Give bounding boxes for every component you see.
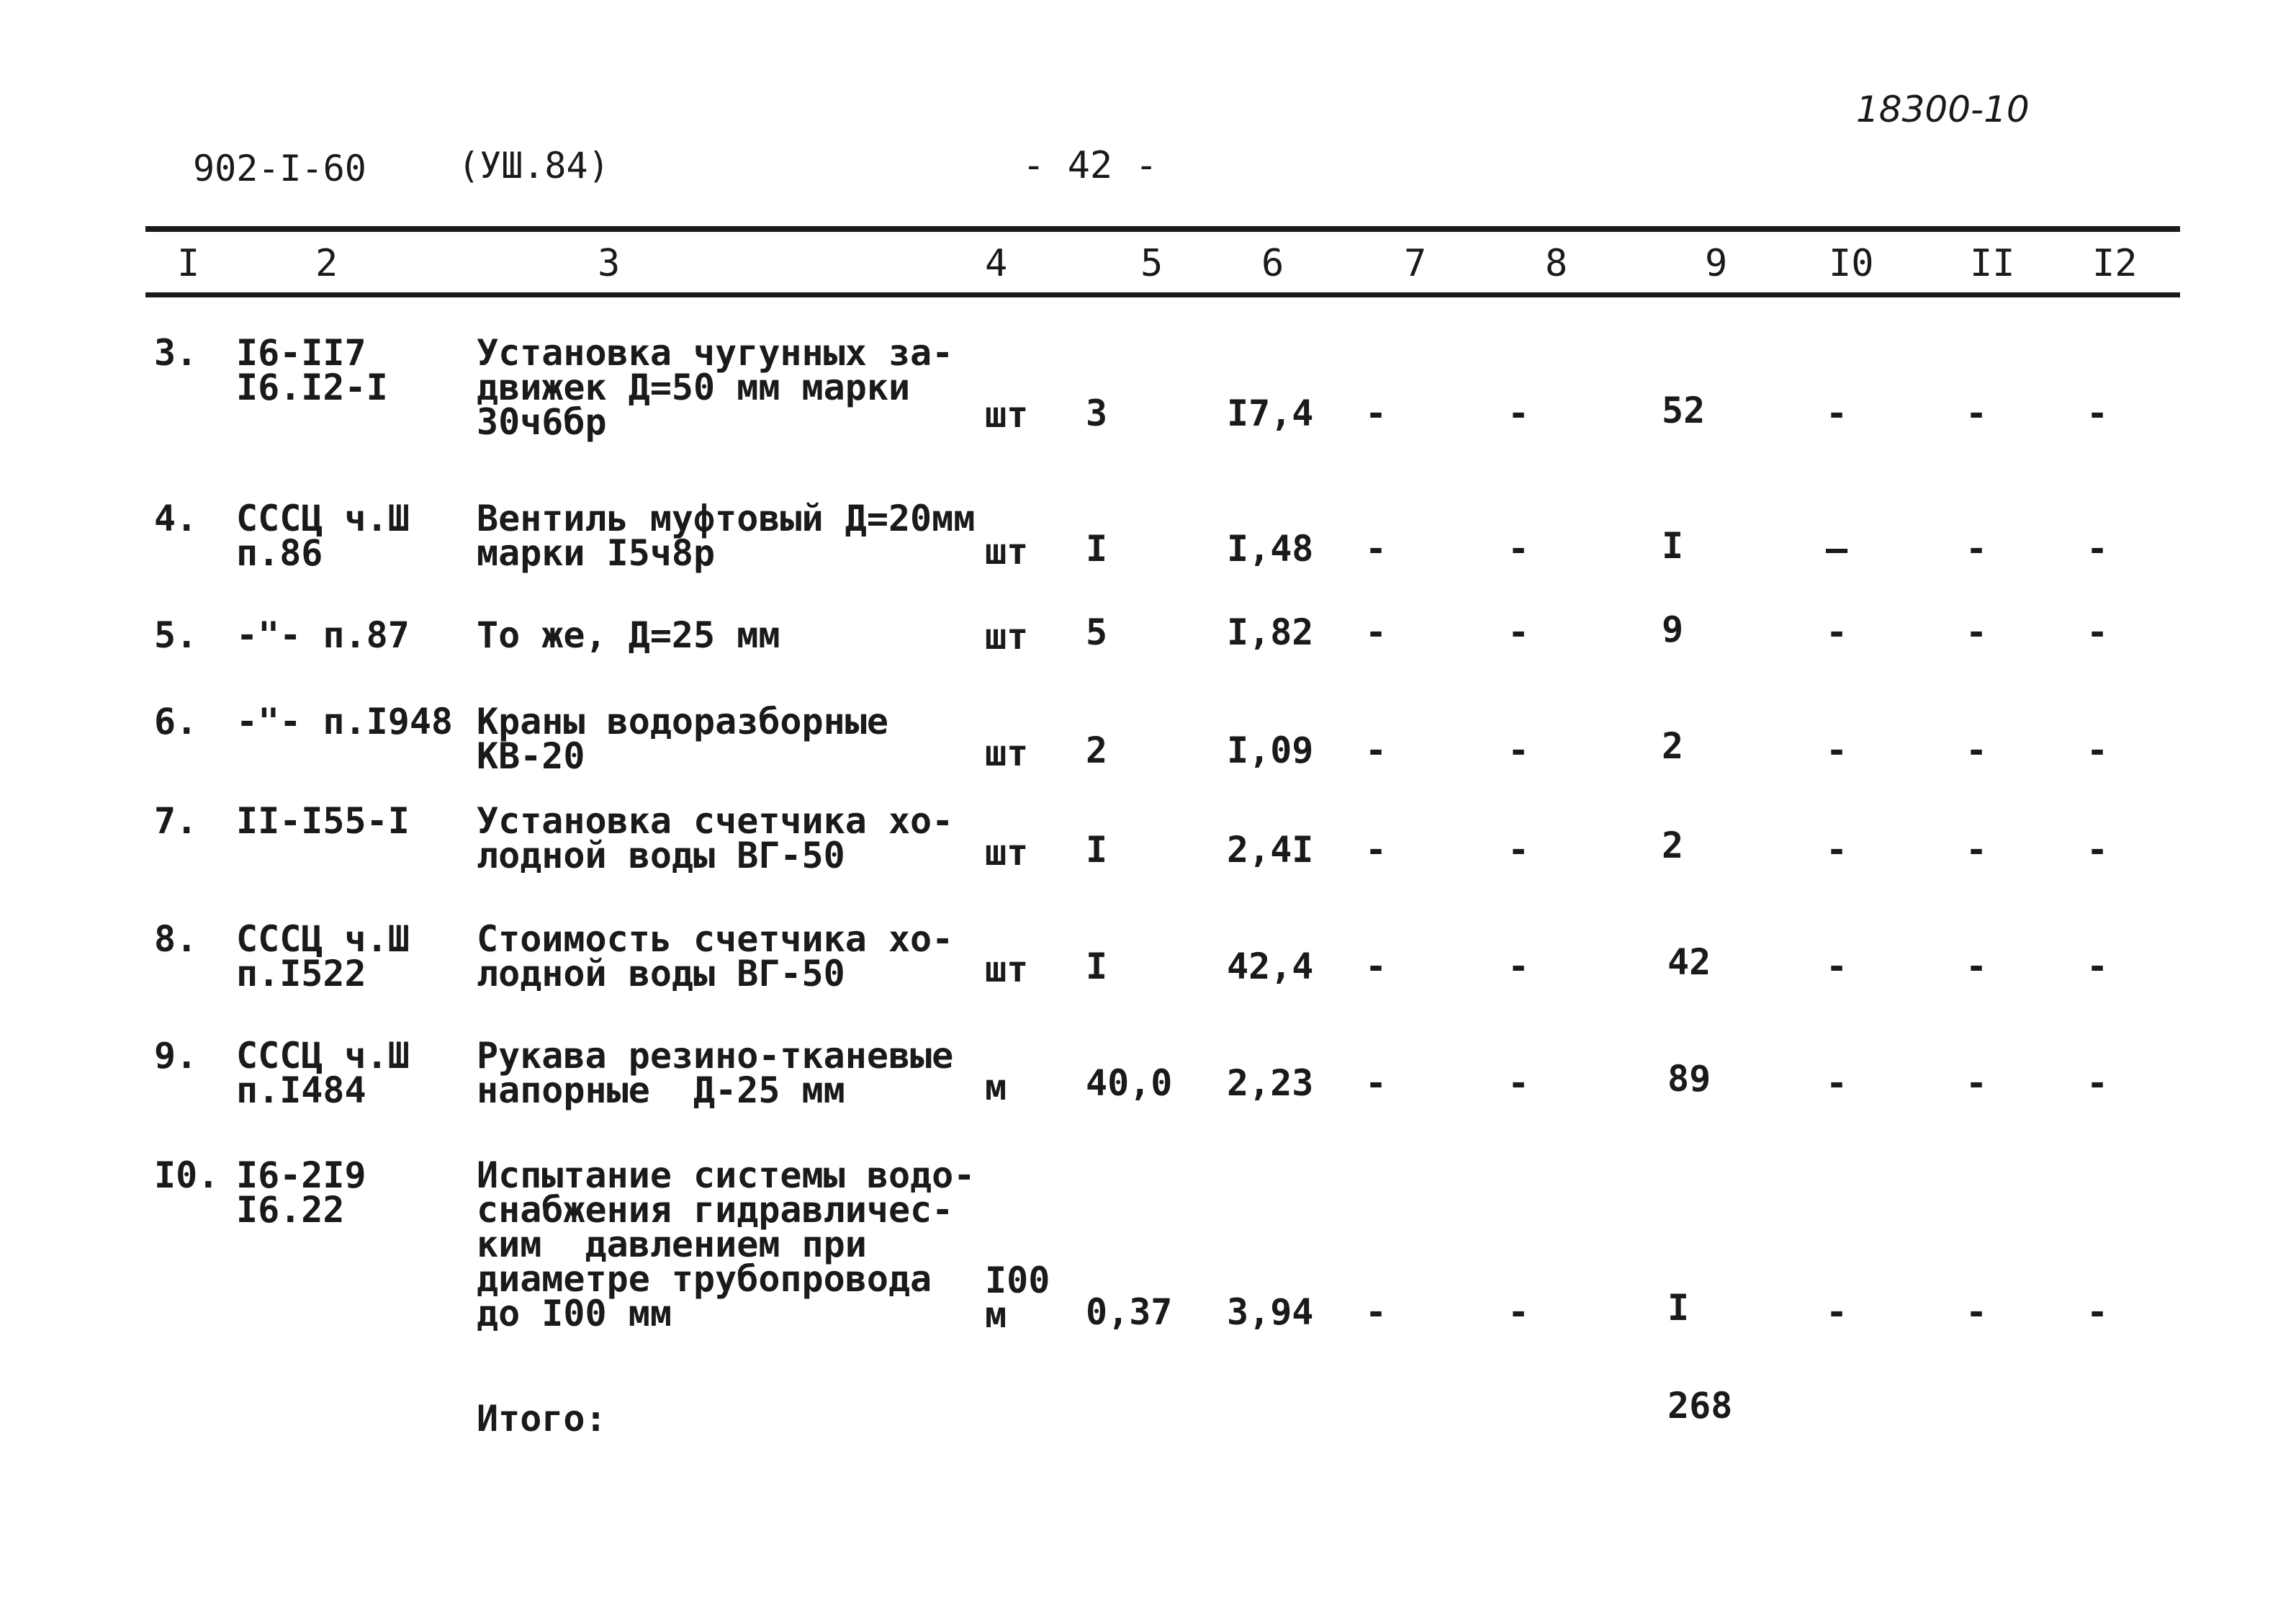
document-code: 902-I-60 [193,148,366,189]
row-col11: - [1966,611,1988,653]
row-col12: - [2086,611,2109,653]
row-total: 89 [1667,1058,1711,1100]
table-header-rule [145,292,2180,297]
row-price: 2,4I [1227,829,1314,871]
row-code: СССЦ ч.Ш п.I484 [236,1035,410,1111]
row-code: I6-II7 I6.I2-I [236,332,388,408]
row-col8: - [1508,611,1530,653]
row-col7: - [1365,946,1387,987]
row-code: СССЦ ч.Ш п.86 [236,498,410,574]
row-total: 9 [1662,609,1684,650]
row-unit: м [985,1067,1007,1108]
column-header: II [1970,242,2015,285]
row-col12: - [2086,528,2109,570]
row-total: I [1667,1287,1690,1329]
row-quantity: 40,0 [1086,1062,1173,1104]
row-col10: - [1826,392,1848,434]
row-col7: - [1365,730,1387,771]
row-col10: - [1826,829,1848,871]
row-number: 4. [154,498,198,539]
row-col7: - [1365,392,1387,434]
row-total: 2 [1662,725,1684,767]
row-col10: - [1826,1062,1848,1104]
row-col11: - [1966,392,1988,434]
row-col11: - [1966,730,1988,771]
column-header: 2 [315,242,338,285]
row-col8: - [1508,946,1530,987]
column-header: 4 [985,242,1008,285]
row-col7: - [1365,829,1387,871]
row-total: 52 [1662,390,1706,431]
row-quantity: I [1086,528,1108,570]
row-col7: - [1365,1062,1387,1104]
column-header: 7 [1404,242,1427,285]
row-col8: - [1508,829,1530,871]
row-quantity: I [1086,829,1108,871]
row-col12: - [2086,1062,2109,1104]
row-price: 2,23 [1227,1062,1314,1104]
row-price: 3,94 [1227,1291,1314,1333]
row-col8: - [1508,1291,1530,1333]
column-header: I [177,242,200,285]
row-unit: шт [985,948,1029,990]
column-header: 8 [1545,242,1568,285]
row-col10: - [1826,1291,1848,1333]
row-col8: - [1508,1062,1530,1104]
row-col7: - [1365,528,1387,570]
row-price: 42,4 [1227,946,1314,987]
summary-total: 268 [1667,1385,1733,1427]
page-number: - 42 - [1022,144,1158,187]
row-quantity: 2 [1086,730,1108,771]
row-col10: — [1826,528,1848,570]
row-name: Установка счетчика хо- лодной воды ВГ-50 [477,800,954,876]
table-top-rule [145,226,2180,232]
archive-number: 18300-10 [1856,89,2030,130]
column-header: 6 [1261,242,1284,285]
row-col12: - [2086,392,2109,434]
row-price: I,82 [1227,611,1314,653]
row-unit: шт [985,394,1029,436]
row-col12: - [2086,946,2109,987]
row-name: Испытание системы водо- снабжения гидравличес- ким давлением при диаметре трубопровода до I00 мм [477,1154,976,1334]
row-price: I,48 [1227,528,1314,570]
document-edition: (УШ.84) [458,145,610,187]
row-unit: I00 м [985,1260,1050,1336]
row-col11: - [1966,1062,1988,1104]
row-name: Краны водоразборные КВ-20 [477,701,888,777]
row-col7: - [1365,611,1387,653]
column-header: 9 [1705,242,1728,285]
row-code: -"- п.87 [236,614,410,656]
row-price: I7,4 [1227,392,1314,434]
row-name: Рукава резино-тканевые напорные Д-25 мм [477,1035,954,1111]
row-total: 42 [1667,941,1711,983]
row-total: I [1662,525,1684,567]
row-code: I6-2I9 I6.22 [236,1154,366,1231]
row-col8: - [1508,392,1530,434]
column-header: 5 [1140,242,1163,285]
row-number: I0. [154,1154,220,1196]
row-number: 7. [154,800,198,842]
row-quantity: 0,37 [1086,1291,1173,1333]
row-col7: - [1365,1291,1387,1333]
row-quantity: 5 [1086,611,1108,653]
row-name: Стоимость счетчика хо- лодной воды ВГ-50 [477,918,954,995]
row-col11: - [1966,1291,1988,1333]
row-col10: - [1826,946,1848,987]
row-code: II-I55-I [236,800,410,842]
row-col11: - [1966,829,1988,871]
row-code: -"- п.I948 [236,701,454,742]
column-header: I2 [2092,242,2138,285]
row-unit: шт [985,531,1029,573]
row-unit: шт [985,832,1029,874]
row-col12: - [2086,1291,2109,1333]
row-unit: шт [985,732,1029,774]
row-number: 3. [154,332,198,374]
row-number: 9. [154,1035,198,1077]
row-quantity: 3 [1086,392,1108,434]
row-number: 5. [154,614,198,656]
row-col12: - [2086,829,2109,871]
summary-label: Итого: [477,1398,607,1440]
row-col10: - [1826,611,1848,653]
row-col8: - [1508,730,1530,771]
row-col11: - [1966,528,1988,570]
row-name: Установка чугунных за- движек Д=50 мм марки 30ч6бр [477,332,954,443]
column-header: 3 [598,242,621,285]
row-price: I,09 [1227,730,1314,771]
column-header: I0 [1829,242,1874,285]
row-unit: шт [985,616,1029,657]
row-number: 6. [154,701,198,742]
row-quantity: I [1086,946,1108,987]
row-name: Вентиль муфтовый Д=20мм марки I5ч8р [477,498,976,574]
row-number: 8. [154,918,198,960]
row-name: То же, Д=25 мм [477,614,780,656]
row-code: СССЦ ч.Ш п.I522 [236,918,410,995]
row-col11: - [1966,946,1988,987]
row-col10: - [1826,730,1848,771]
row-total: 2 [1662,825,1684,866]
row-col8: - [1508,528,1530,570]
row-col12: - [2086,730,2109,771]
